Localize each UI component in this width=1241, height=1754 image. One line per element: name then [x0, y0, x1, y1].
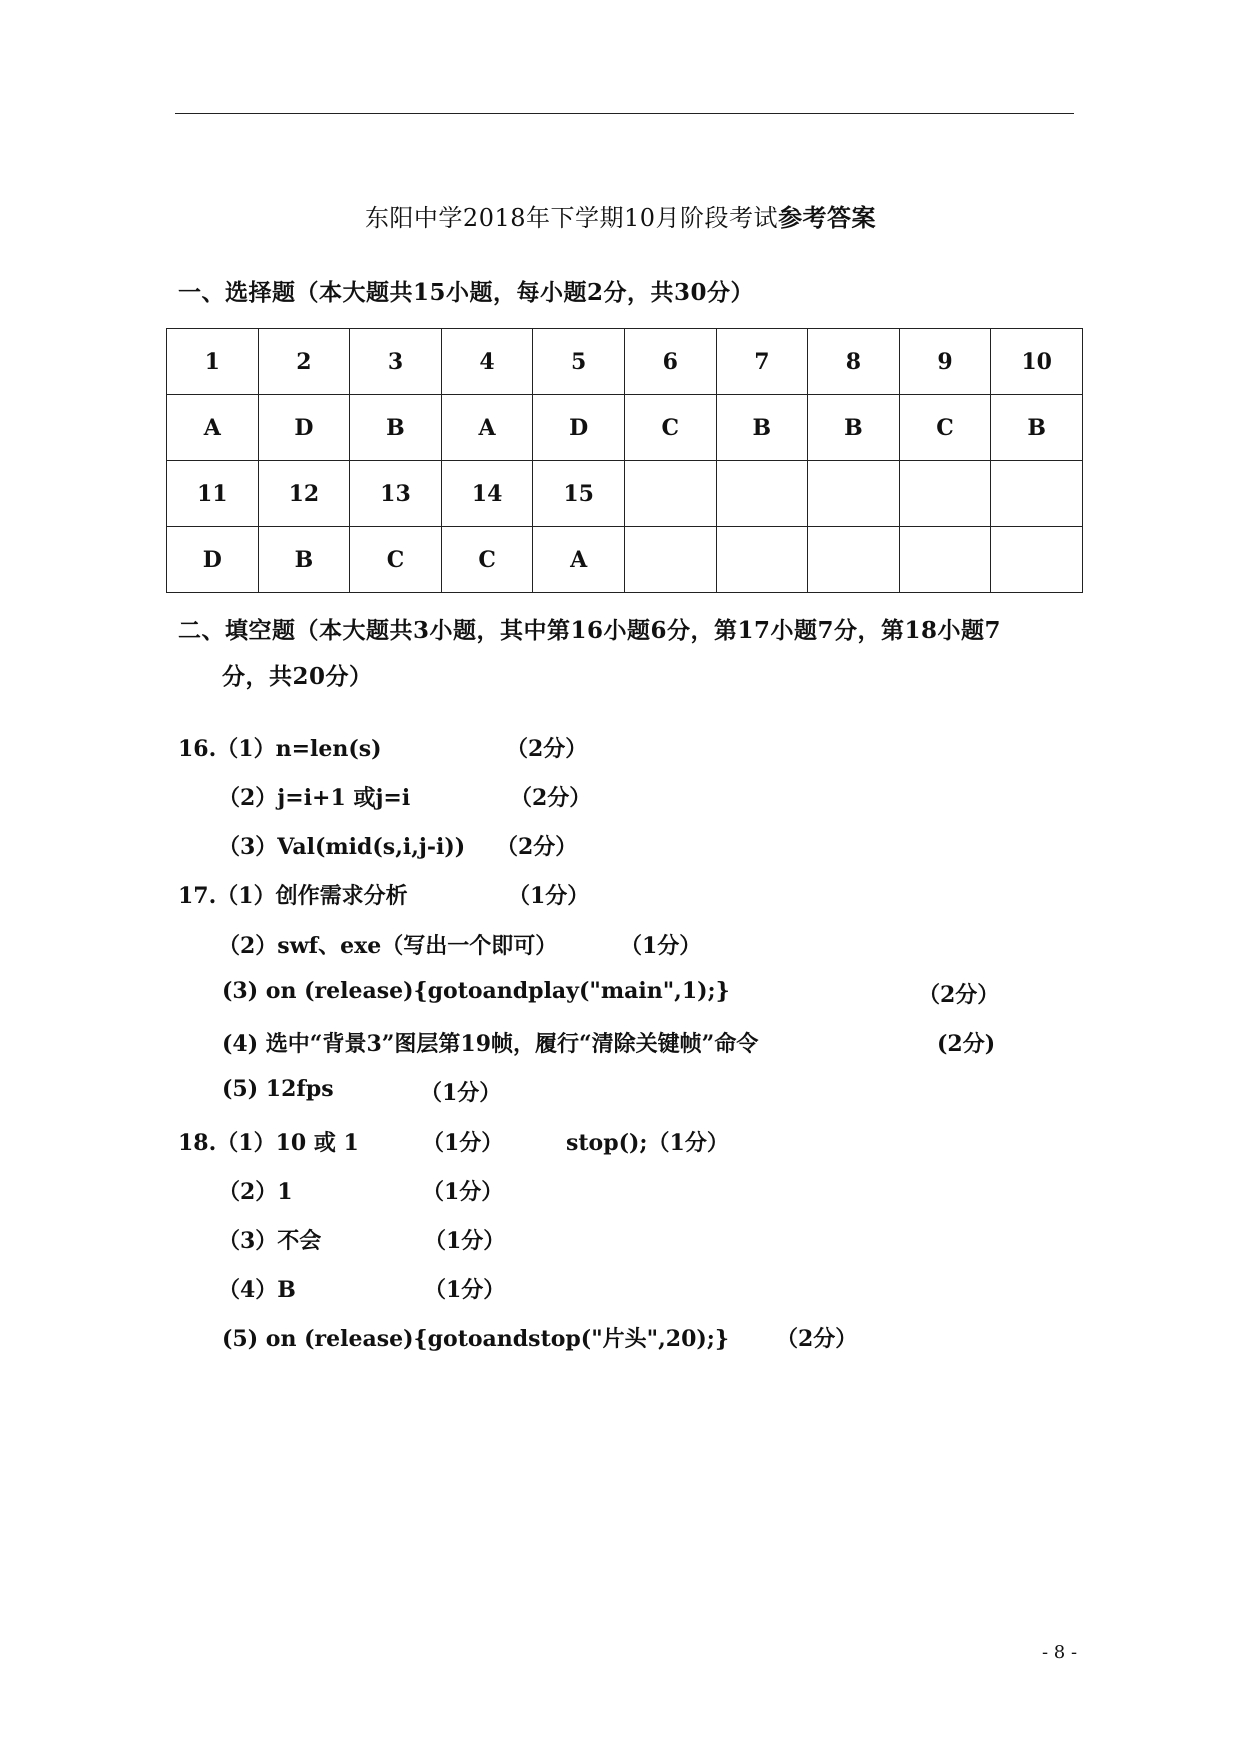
q18-score-2: （1分） — [422, 1179, 504, 1205]
title-normal: 东阳中学2018年下学期10月阶段考试 — [364, 204, 779, 232]
q18-answer-4: （4）B — [218, 1277, 296, 1303]
q17-answer-1: 17.（1）创作需求分析 — [178, 883, 408, 909]
table-cell: 8 — [808, 329, 900, 395]
table-cell: 7 — [716, 329, 808, 395]
table-row — [167, 527, 1083, 593]
table-cell — [899, 527, 991, 593]
table-cell: B — [258, 527, 350, 593]
table-cell — [991, 527, 1083, 593]
table-cell: 4 — [441, 329, 533, 395]
table-cell — [991, 461, 1083, 527]
table-row — [167, 395, 1083, 461]
q17-answer-4: (4) 选中“背景3”图层第19帧，履行“清除关键帧”命令 — [222, 1031, 759, 1057]
table-cell: B — [808, 395, 900, 461]
q17-score-3: （2分） — [918, 982, 1000, 1008]
table-cell: 10 — [991, 329, 1083, 395]
table-cell: 13 — [350, 461, 442, 527]
table-cell: D — [258, 395, 350, 461]
q18-score-3: （1分） — [424, 1228, 506, 1254]
header-rule — [175, 113, 1074, 114]
table-row — [167, 329, 1083, 395]
table-cell — [624, 527, 716, 593]
q16-answer-1: 16.（1）n=len(s) — [178, 736, 382, 762]
q16-score-3: （2分） — [496, 834, 578, 860]
table-cell: 1 — [167, 329, 259, 395]
table-cell: A — [441, 395, 533, 461]
table-cell — [716, 527, 808, 593]
table-cell: B — [991, 395, 1083, 461]
table-cell: D — [533, 395, 625, 461]
title-bold: 参考答案 — [778, 203, 877, 232]
table-cell: A — [167, 395, 259, 461]
table-cell: 12 — [258, 461, 350, 527]
table-cell: C — [624, 395, 716, 461]
table-cell: 11 — [167, 461, 259, 527]
q18-answer-5: (5) on (release){gotoandstop("片头",20);} — [222, 1326, 730, 1352]
q17-score-1: （1分） — [508, 883, 590, 909]
table-cell — [624, 461, 716, 527]
table-row — [167, 461, 1083, 527]
q18-score-4: （1分） — [424, 1277, 506, 1303]
table-cell — [716, 461, 808, 527]
q17-score-2: （1分） — [620, 933, 702, 959]
table-cell: D — [167, 527, 259, 593]
table-cell: 15 — [533, 461, 625, 527]
table-cell — [808, 461, 900, 527]
page-number: - 8 - — [1042, 1642, 1078, 1663]
q18-score-1: （1分） — [422, 1130, 504, 1156]
table-cell — [899, 461, 991, 527]
q17-score-5: （1分） — [420, 1080, 502, 1106]
section1-heading: 一、选择题（本大题共15小题，每小题2分，共30分） — [178, 279, 755, 306]
q18-answer-2: （2）1 — [218, 1179, 293, 1205]
q16-score-1: （2分） — [506, 736, 588, 762]
q16-answer-3: （3）Val(mid(s,i,j-i)) — [218, 834, 466, 860]
q18-answer-3: （3）不会 — [218, 1228, 322, 1254]
table-cell: A — [533, 527, 625, 593]
q18-extra-answer: stop();（1分） — [566, 1130, 729, 1156]
table-cell: C — [441, 527, 533, 593]
q17-score-4: (2分) — [937, 1031, 996, 1057]
table-cell: C — [899, 395, 991, 461]
q16-score-2: （2分） — [510, 785, 592, 811]
table-cell: B — [716, 395, 808, 461]
q18-score-5: （2分） — [776, 1326, 858, 1352]
answer-table — [166, 328, 1083, 593]
q16-answer-2: （2）j=i+1 或j=i — [218, 785, 411, 811]
table-cell: 9 — [899, 329, 991, 395]
q18-answer-1: 18.（1）10 或 1 — [178, 1130, 359, 1156]
table-cell: B — [350, 395, 442, 461]
q17-answer-3: (3) on (release){gotoandplay("main",1);} — [222, 978, 730, 1004]
q17-answer-5: (5) 12fps — [222, 1076, 334, 1102]
table-cell: 6 — [624, 329, 716, 395]
table-cell: 14 — [441, 461, 533, 527]
table-cell — [808, 527, 900, 593]
table-cell: 2 — [258, 329, 350, 395]
q17-answer-2: （2）swf、exe（写出一个即可） — [218, 933, 558, 959]
section2-heading-line1: 二、填空题（本大题共3小题，其中第16小题6分，第17小题7分，第18小题7 — [178, 617, 1002, 644]
table-cell: 5 — [533, 329, 625, 395]
section2-heading-line2: 分，共20分） — [222, 663, 373, 690]
table-cell: C — [350, 527, 442, 593]
table-cell: 3 — [350, 329, 442, 395]
page-title — [0, 198, 1241, 233]
